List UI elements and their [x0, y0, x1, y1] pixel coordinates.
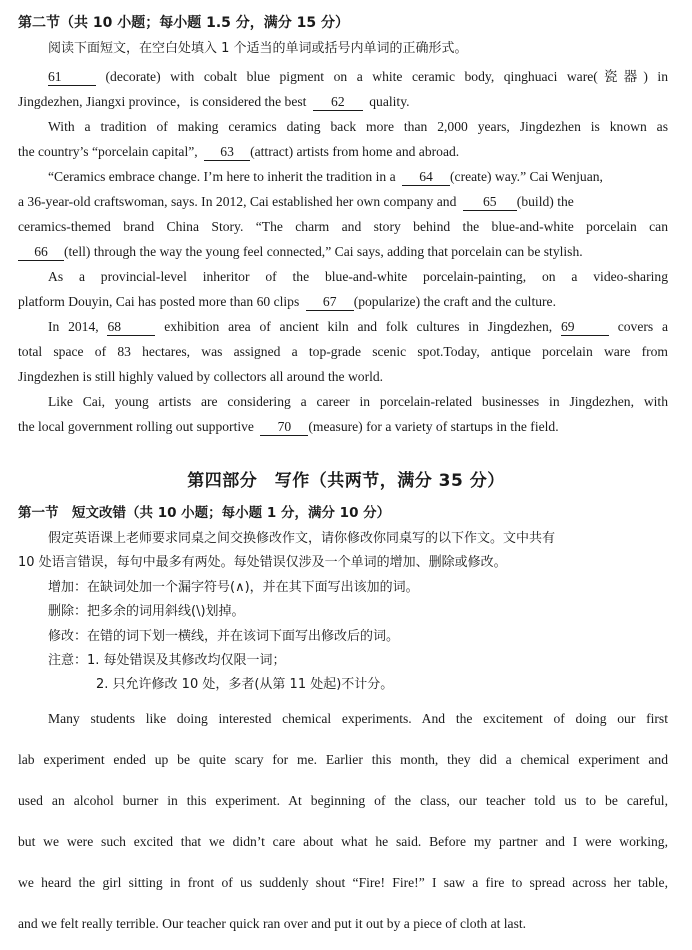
- section-heading: 第二节（共 10 小题；每小题 1.5 分，满分 15 分）: [18, 15, 350, 31]
- blank-65[interactable]: 65: [463, 194, 517, 211]
- essay-line-2: lab experiment ended up be quite scary for me. Earlier this month, they did a chemical experiment and: [18, 752, 668, 767]
- passage-line-2: Jingdezhen, Jiangxi province，is considered the best 62 quality.: [18, 94, 410, 109]
- blank-68[interactable]: 68: [107, 319, 155, 336]
- passage-line-15: the local government rolling out supportive 70 (measure) for a variety of startups in the field.: [18, 419, 559, 434]
- passage-line-4: the country’s “porcelain capital”, 63 (attract) artists from home and abroad.: [18, 144, 460, 159]
- blank-62[interactable]: 62: [313, 94, 363, 111]
- rules-line-6: 注意：1. 每处错误及其修改均仅限一词；: [48, 653, 286, 668]
- rules-line-2: 10 处语言错误，每句中最多有两处。每处错误仅涉及一个单词的增加、删除或修改。: [18, 555, 507, 570]
- passage-line-5: “Ceramics embrace change. I’m here to inherit the tradition in a 64 (create) way.” Cai Wenjuan,: [48, 169, 603, 184]
- blank-69[interactable]: 69: [561, 319, 609, 336]
- part-heading: 第四部分 写作（共两节，满分 35 分）: [187, 471, 505, 491]
- subsection-heading: 第一节 短文改错（共 10 小题；每小题 1 分，满分 10 分）: [18, 505, 391, 521]
- passage-line-9: As a provincial-level inheritor of the blue-and-white porcelain-painting, on a video-sharing: [48, 269, 668, 284]
- passage-line-8: 66 (tell) through the way the young feel connected,” Cai says, adding that porcelain can be stylish.: [18, 243, 668, 261]
- blank-70[interactable]: 70: [260, 419, 308, 436]
- rules-line-5: 修改：在错的词下划一横线，并在该词下面写出修改后的词。: [48, 629, 400, 644]
- rules-line-1: 假定英语课上老师要求同桌之间交换修改作文，请你修改你同桌写的以下作文。文中共有: [48, 531, 556, 546]
- passage-line-14: Like Cai, young artists are considering a career in porcelain-related businesses in Jingdezhen, with: [48, 394, 668, 409]
- blank-66[interactable]: 66: [18, 244, 64, 261]
- blank-63[interactable]: 63: [204, 144, 250, 161]
- instruction-text: 阅读下面短文，在空白处填入 1 个适当的单词或括号内单词的正确形式。: [48, 41, 468, 56]
- essay-line-1: Many students like doing interested chemical experiments. And the excitement of doing our first: [48, 711, 668, 726]
- blank-64[interactable]: 64: [402, 169, 450, 186]
- passage-line-11: In 2014, 68 exhibition area of ancient kiln and folk cultures in Jingdezhen, 69 covers a: [48, 319, 668, 334]
- passage-line-3: With a tradition of making ceramics dating back more than 2,000 years, Jingdezhen is known as: [48, 119, 668, 134]
- essay-line-4: but we were such excited that we didn’t care about what he said. Before my partner and I were working,: [18, 834, 668, 849]
- rules-line-4: 删除：把多余的词用斜线(\)划掉。: [48, 604, 245, 619]
- passage-line-12: total space of 83 hectares, was assigned a top-grade scenic spot.Today, antique porcelain ware from: [18, 344, 668, 359]
- passage-line-10: platform Douyin, Cai has posted more than 60 clips 67 (popularize) the craft and the culture.: [18, 294, 556, 309]
- rules-line-7: 2. 只允许修改 10 处，多者(从第 11 处起)不计分。: [96, 677, 394, 692]
- essay-line-3: used an alcohol burner in this experiment. At beginning of the class, our teacher told us to be careful,: [18, 793, 668, 808]
- passage-line-6: a 36-year-old craftswoman, says. In 2012, Cai established her own company and 65 (build) the: [18, 194, 574, 209]
- essay-line-6: and we felt really terrible. Our teacher quick ran over and put it out by a piece of cloth at last.: [18, 916, 527, 931]
- blank-67[interactable]: 67: [306, 294, 354, 311]
- passage-line-13: Jingdezhen is still highly valued by collectors all around the world.: [18, 369, 384, 384]
- rules-line-3: 增加：在缺词处加一个漏字符号(∧)，并在其下面写出该加的词。: [48, 580, 419, 595]
- passage-line-7: ceramics-themed brand China Story. “The charm and story behind the blue-and-white porcelain can: [18, 219, 668, 234]
- passage-line-1: 61 (decorate) with cobalt blue pigment on a white ceramic body, qinghuaci ware(瓷器) in: [48, 69, 668, 84]
- blank-61[interactable]: 61: [48, 69, 96, 86]
- essay-line-5: we heard the girl sitting in front of us suddenly shout “Fire! Fire!” I saw a fire to spread across her table,: [18, 875, 668, 890]
